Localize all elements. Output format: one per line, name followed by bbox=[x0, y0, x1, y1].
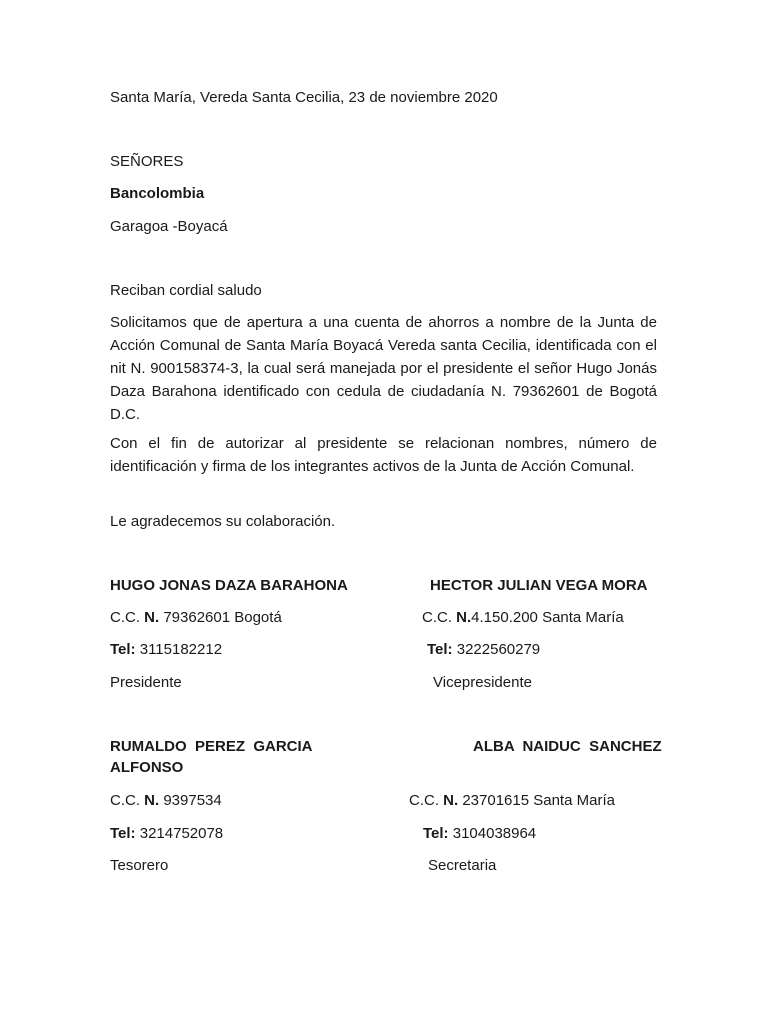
recipient-salutation: SEÑORES bbox=[110, 153, 184, 170]
signatory-3-name-line2: ALFONSO bbox=[110, 759, 184, 776]
cc-label: N. bbox=[456, 609, 472, 626]
cc-value: 23701615 Santa María bbox=[458, 792, 615, 809]
signatory-3-cc bbox=[110, 791, 222, 811]
signatory-4-role: Secretaria bbox=[428, 857, 497, 874]
body-paragraph-2: Con el fin de autorizar al presidente se relacionan nombres, número de identificación y firma de los integrantes activos de la Junta de Acción Comunal. bbox=[110, 435, 657, 475]
tel-label: Tel: bbox=[427, 641, 453, 658]
cc-value: 79362601 Bogotá bbox=[159, 609, 282, 626]
recipient-city: Garagoa -Boyacá bbox=[110, 218, 228, 235]
signatory-4-tel bbox=[423, 824, 536, 844]
greeting: Reciban cordial saludo bbox=[110, 282, 262, 299]
cc-prefix: C.C. bbox=[422, 609, 457, 626]
place-date: Santa María, Vereda Santa Cecilia, 23 de noviembre 2020 bbox=[110, 89, 498, 106]
tel-value: 3222560279 bbox=[452, 641, 541, 658]
tel-label: Tel: bbox=[110, 641, 136, 658]
tel-value: 3104038964 bbox=[448, 825, 537, 842]
cc-value: 4.150.200 Santa María bbox=[471, 609, 624, 626]
cc-prefix: C.C. bbox=[110, 609, 145, 626]
signatory-2-name: HECTOR JULIAN VEGA MORA bbox=[430, 577, 648, 594]
signatory-3-tel bbox=[110, 824, 223, 844]
tel-label: Tel: bbox=[423, 825, 449, 842]
cc-prefix: C.C. bbox=[409, 792, 444, 809]
cc-value: 9397534 bbox=[159, 792, 222, 809]
signatory-4-cc bbox=[409, 791, 615, 811]
cc-prefix: C.C. bbox=[110, 792, 145, 809]
signatory-2-role: Vicepresidente bbox=[433, 674, 532, 691]
signatory-1-tel bbox=[110, 640, 222, 660]
signatory-1-role: Presidente bbox=[110, 674, 182, 691]
signatory-2-cc bbox=[422, 608, 624, 628]
closing-line: Le agradecemos su colaboración. bbox=[110, 513, 336, 530]
cc-label: N. bbox=[144, 609, 160, 626]
body-paragraph-1: Solicitamos que de apertura a una cuenta de ahorros a nombre de la Junta de Acción Comunal de Santa María Boyacá Vereda santa Cecilia, identificada con el nit N. 900158374-3, la cual será manejada por el presidente el señor Hugo Jonás Daza Barahona identificado con cedula de ciudadanía N. 79362601 de Bogotá D.C. bbox=[110, 314, 657, 423]
tel-value: 3214752078 bbox=[135, 825, 224, 842]
tel-value: 3115182212 bbox=[135, 641, 223, 658]
signatory-1-name: HUGO JONAS DAZA BARAHONA bbox=[110, 577, 348, 594]
signatory-3-role: Tesorero bbox=[110, 857, 169, 874]
tel-label: Tel: bbox=[110, 825, 136, 842]
cc-label: N. bbox=[443, 792, 459, 809]
signatory-2-tel bbox=[427, 640, 540, 660]
signatory-4-name: ALBA NAIDUC SANCHEZ bbox=[473, 738, 662, 755]
signatory-1-cc bbox=[110, 608, 282, 628]
cc-label: N. bbox=[144, 792, 160, 809]
recipient-company: Bancolombia bbox=[110, 185, 205, 202]
signatory-3-name-line1: RUMALDO PEREZ GARCIA bbox=[110, 738, 313, 755]
